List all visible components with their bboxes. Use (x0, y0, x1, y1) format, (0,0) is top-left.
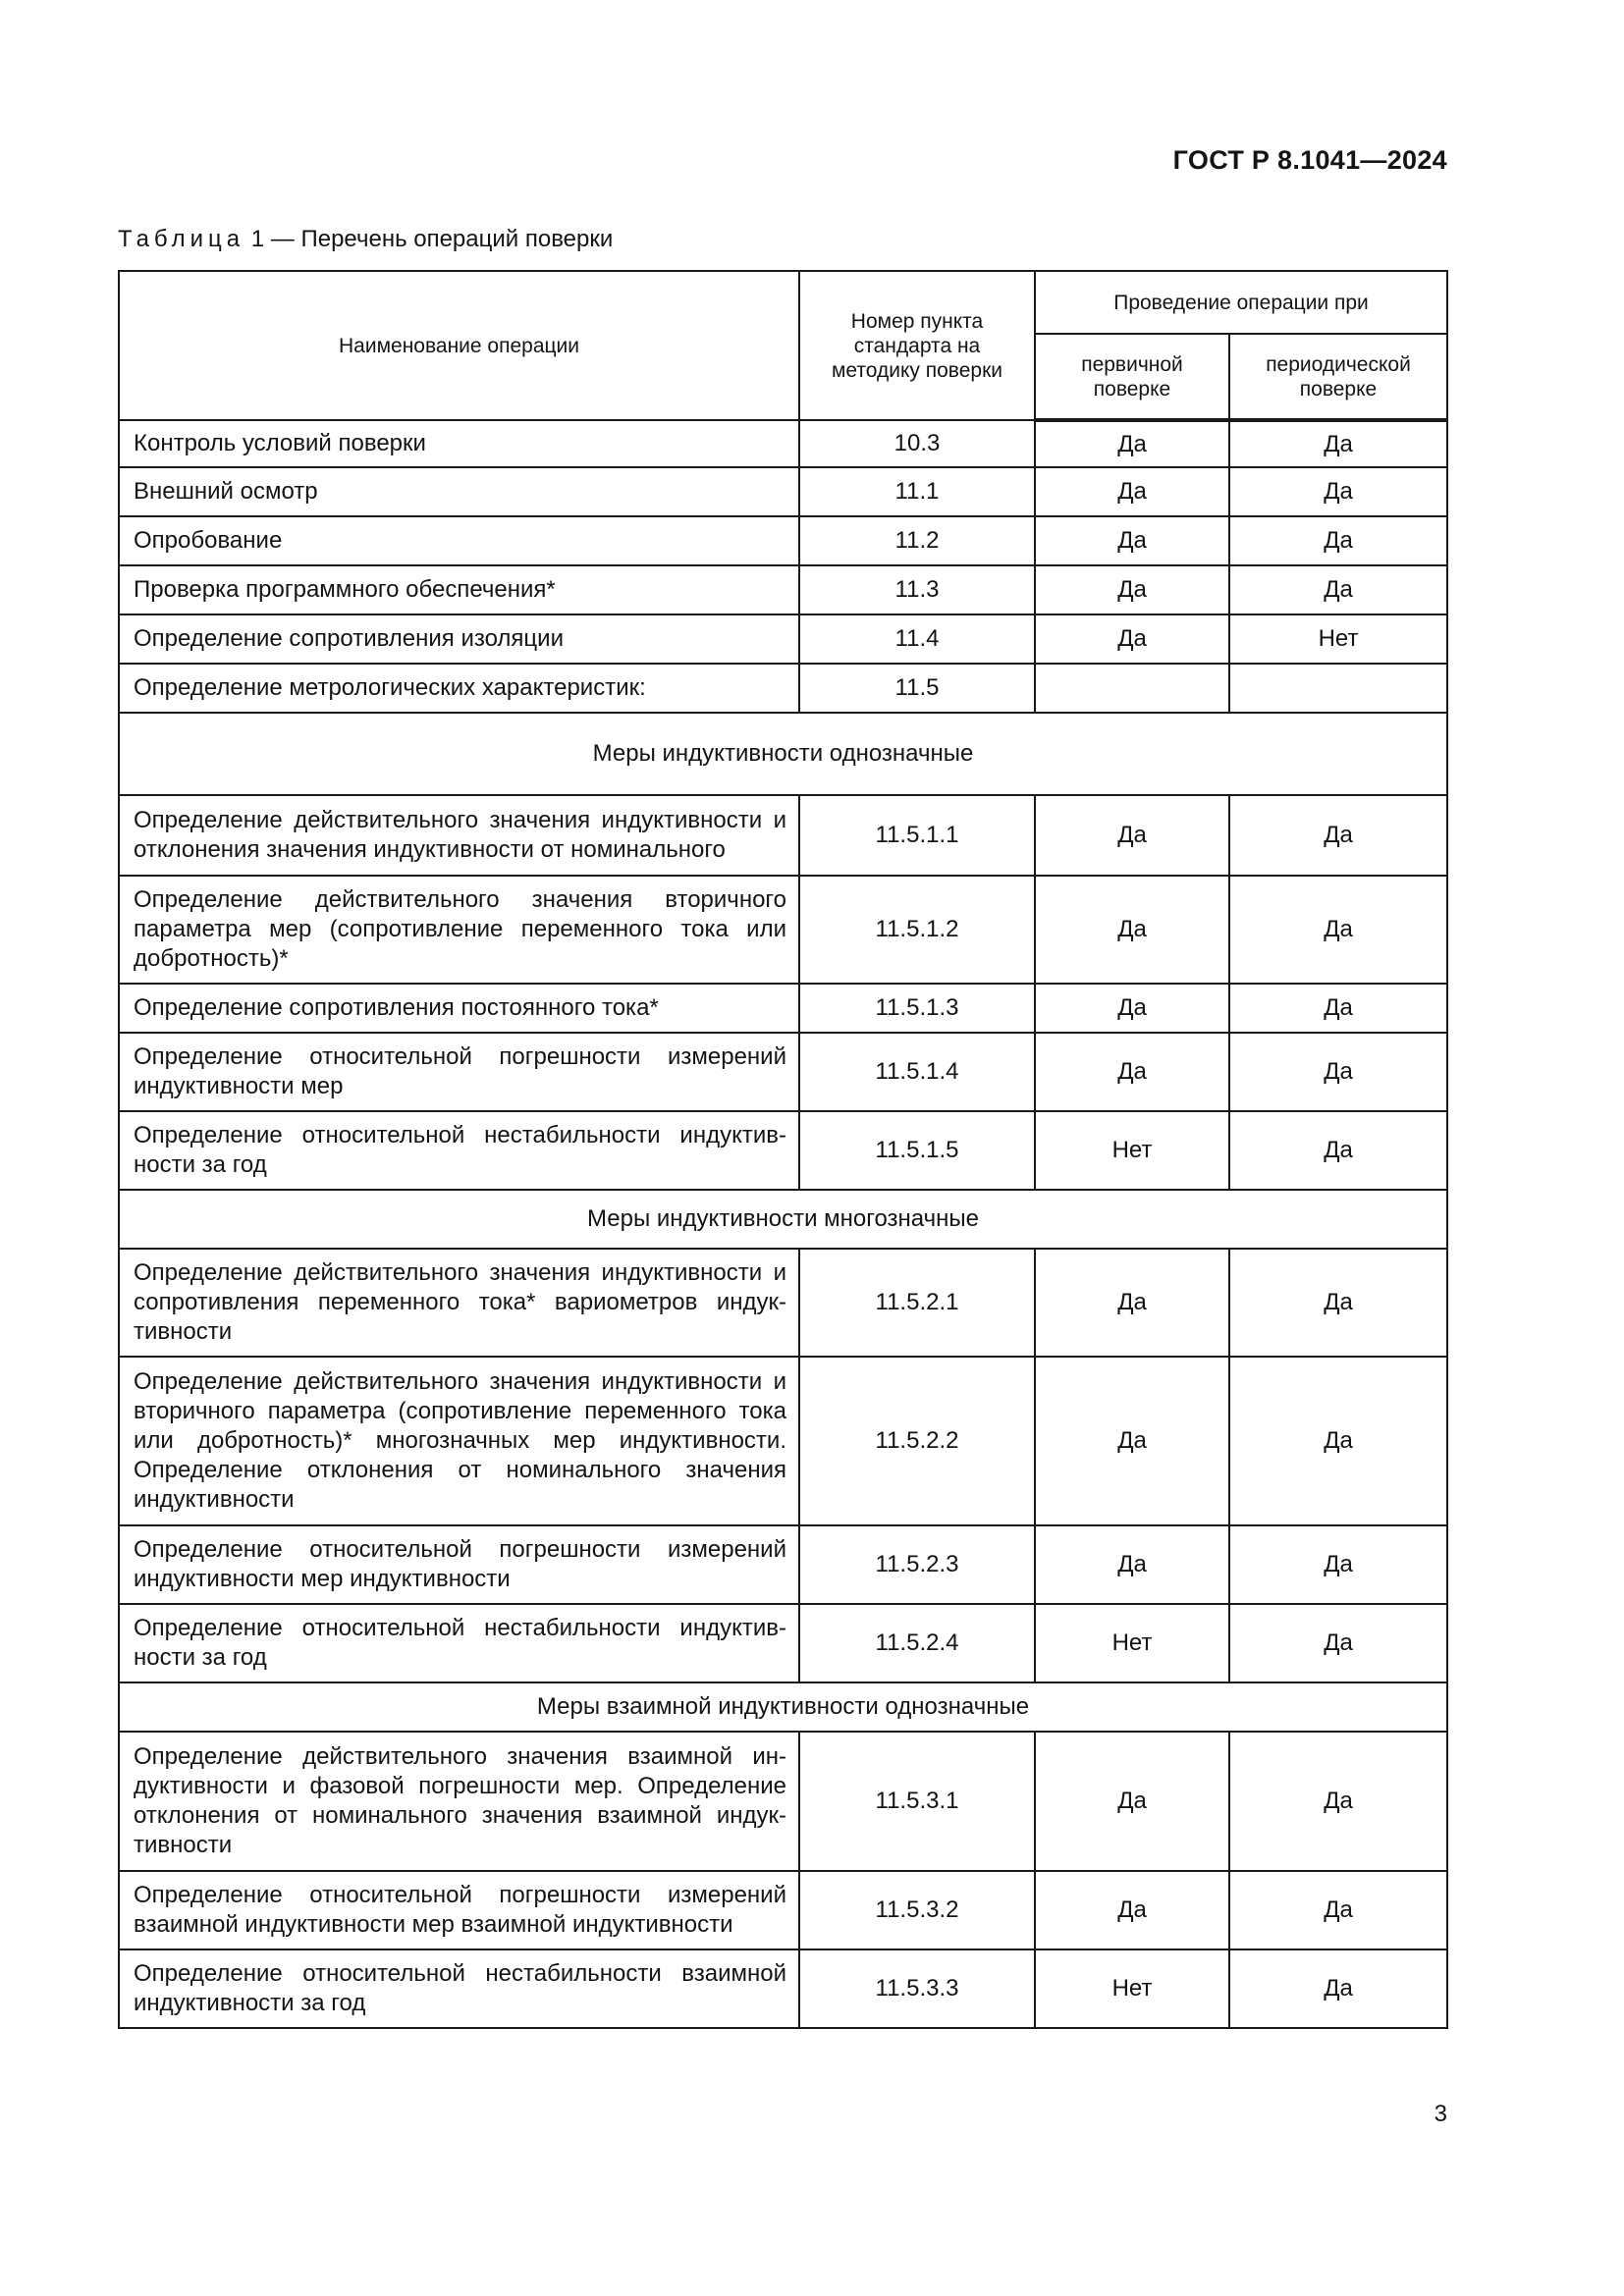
clause-number-cell: 11.5.2.1 (799, 1249, 1035, 1357)
clause-number-cell: 11.4 (799, 614, 1035, 664)
table-row (119, 1033, 1447, 1111)
clause-number-cell: 11.5.2.3 (799, 1525, 1035, 1604)
table-caption (118, 226, 613, 253)
periodic-verification-cell: Да (1229, 795, 1447, 876)
operation-name-cell: Определение относительной нестабильности индуктивности за год (119, 1604, 799, 1682)
clause-number-cell: 11.5.2.4 (799, 1604, 1035, 1682)
table-row (119, 467, 1447, 516)
periodic-verification-cell: Да (1229, 1525, 1447, 1604)
primary-verification-cell (1035, 664, 1229, 713)
periodic-verification-cell: Да (1229, 876, 1447, 984)
periodic-verification-cell: Да (1229, 1033, 1447, 1111)
primary-verification-cell: Да (1035, 984, 1229, 1033)
operation-name-cell: Определение относительной нестабильности индуктивности за год (119, 1111, 799, 1190)
clause-number-cell: 10.3 (799, 420, 1035, 467)
operation-name-cell: Определение относительной погрешности измерений индуктивности мер (119, 1033, 799, 1111)
table-row (119, 1357, 1447, 1525)
header-primary-verification: первичной поверке (1035, 334, 1229, 420)
primary-verification-cell: Да (1035, 614, 1229, 664)
periodic-verification-cell: Да (1229, 1249, 1447, 1357)
section-title: Меры индуктивности многозначные (119, 1190, 1447, 1249)
periodic-verification-cell: Да (1229, 420, 1447, 467)
operation-name-cell: Определение сопротивления постоянного тока* (119, 984, 799, 1033)
table-row (119, 664, 1447, 713)
primary-verification-cell: Да (1035, 1357, 1229, 1525)
primary-verification-cell: Нет (1035, 1111, 1229, 1190)
header-periodic-verification: периодической поверке (1229, 334, 1447, 420)
primary-verification-cell: Да (1035, 516, 1229, 565)
periodic-verification-cell: Да (1229, 467, 1447, 516)
section-row (119, 1190, 1447, 1249)
periodic-verification-cell: Да (1229, 1871, 1447, 1949)
operation-name-cell: Определение сопротивления изоляции (119, 614, 799, 664)
periodic-verification-cell: Да (1229, 1111, 1447, 1190)
clause-number-cell: 11.5.3.3 (799, 1949, 1035, 2028)
operation-name-cell: Определение метрологических характеристик: (119, 664, 799, 713)
operation-name-cell: Определение действительного значения индуктивности и вторичного параметра (сопротивление переменного тока или добротность)* многозначных мер индуктивности. Определение отклонения от номинального значения индуктивности (119, 1357, 799, 1525)
table-row (119, 1949, 1447, 2028)
operations-table-body (119, 420, 1447, 2028)
header-operation-group: Проведение операции при (1035, 271, 1447, 334)
operation-name-cell: Определение действительного значения вторичного параметра мер (сопротивление переменного тока или добротность)* (119, 876, 799, 984)
periodic-verification-cell: Да (1229, 984, 1447, 1033)
operation-name-cell: Определение относительной погрешности измерений взаимной индуктивности мер взаимной индуктивности (119, 1871, 799, 1949)
header-operation-name: Наименование операции (119, 271, 799, 420)
section-row (119, 1682, 1447, 1732)
table-row (119, 1604, 1447, 1682)
table-row (119, 614, 1447, 664)
periodic-verification-cell: Да (1229, 516, 1447, 565)
periodic-verification-cell: Да (1229, 565, 1447, 614)
table-row (119, 876, 1447, 984)
table-row (119, 516, 1447, 565)
primary-verification-cell: Да (1035, 1249, 1229, 1357)
operation-name-cell: Определение действительного значения индуктивности и сопротивления переменного тока* вариометров индуктивности (119, 1249, 799, 1357)
table-row (119, 565, 1447, 614)
table-caption-title: 1 — Перечень операций поверки (250, 226, 614, 252)
primary-verification-cell: Да (1035, 467, 1229, 516)
operations-table (118, 270, 1448, 2029)
operation-name-cell: Определение действительного значения индуктивности и отклонения значения индуктивности от номинального (119, 795, 799, 876)
primary-verification-cell: Да (1035, 1732, 1229, 1871)
clause-number-cell: 11.5.1.1 (799, 795, 1035, 876)
operation-name-cell: Внешний осмотр (119, 467, 799, 516)
periodic-verification-cell: Да (1229, 1732, 1447, 1871)
primary-verification-cell: Нет (1035, 1949, 1229, 2028)
primary-verification-cell: Да (1035, 565, 1229, 614)
clause-number-cell: 11.5.2.2 (799, 1357, 1035, 1525)
clause-number-cell: 11.5.3.1 (799, 1732, 1035, 1871)
clause-number-cell: 11.5.1.2 (799, 876, 1035, 984)
section-row (119, 713, 1447, 795)
section-title: Меры индуктивности однозначные (119, 713, 1447, 795)
operation-name-cell: Определение относительной погрешности измерений индуктивности мер индуктивности (119, 1525, 799, 1604)
table-row (119, 1871, 1447, 1949)
primary-verification-cell: Нет (1035, 1604, 1229, 1682)
operation-name-cell: Контроль условий поверки (119, 420, 799, 467)
periodic-verification-cell: Да (1229, 1949, 1447, 2028)
operation-name-cell: Определение относительной нестабильности взаимной индуктивности за год (119, 1949, 799, 2028)
table-row (119, 1249, 1447, 1357)
table-row (119, 420, 1447, 467)
periodic-verification-cell: Да (1229, 1604, 1447, 1682)
clause-number-cell: 11.1 (799, 467, 1035, 516)
document-code: ГОСТ Р 8.1041—2024 (1172, 145, 1447, 175)
operation-name-cell: Проверка программного обеспечения* (119, 565, 799, 614)
section-title: Меры взаимной индуктивности однозначные (119, 1682, 1447, 1732)
clause-number-cell: 11.3 (799, 565, 1035, 614)
clause-number-cell: 11.5 (799, 664, 1035, 713)
clause-number-cell: 11.2 (799, 516, 1035, 565)
table-row (119, 795, 1447, 876)
primary-verification-cell: Да (1035, 420, 1229, 467)
table-row (119, 1525, 1447, 1604)
table-row (119, 984, 1447, 1033)
clause-number-cell: 11.5.1.5 (799, 1111, 1035, 1190)
table-row (119, 1732, 1447, 1871)
primary-verification-cell: Да (1035, 876, 1229, 984)
primary-verification-cell: Да (1035, 1871, 1229, 1949)
periodic-verification-cell (1229, 664, 1447, 713)
header-clause-number: Номер пункта стандарта на методику поверки (799, 271, 1035, 420)
periodic-verification-cell: Да (1229, 1357, 1447, 1525)
operation-name-cell: Определение действительного значения взаимной индуктивности и фазовой погрешности мер. Определение отклонения от номинального значения взаимной индуктивности (119, 1732, 799, 1871)
operation-name-cell: Опробование (119, 516, 799, 565)
primary-verification-cell: Да (1035, 1525, 1229, 1604)
clause-number-cell: 11.5.1.4 (799, 1033, 1035, 1111)
table-row (119, 1111, 1447, 1190)
table-caption-label: Таблица (118, 226, 245, 252)
periodic-verification-cell: Нет (1229, 614, 1447, 664)
clause-number-cell: 11.5.1.3 (799, 984, 1035, 1033)
clause-number-cell: 11.5.3.2 (799, 1871, 1035, 1949)
page-number: 3 (1434, 2101, 1447, 2127)
primary-verification-cell: Да (1035, 795, 1229, 876)
primary-verification-cell: Да (1035, 1033, 1229, 1111)
